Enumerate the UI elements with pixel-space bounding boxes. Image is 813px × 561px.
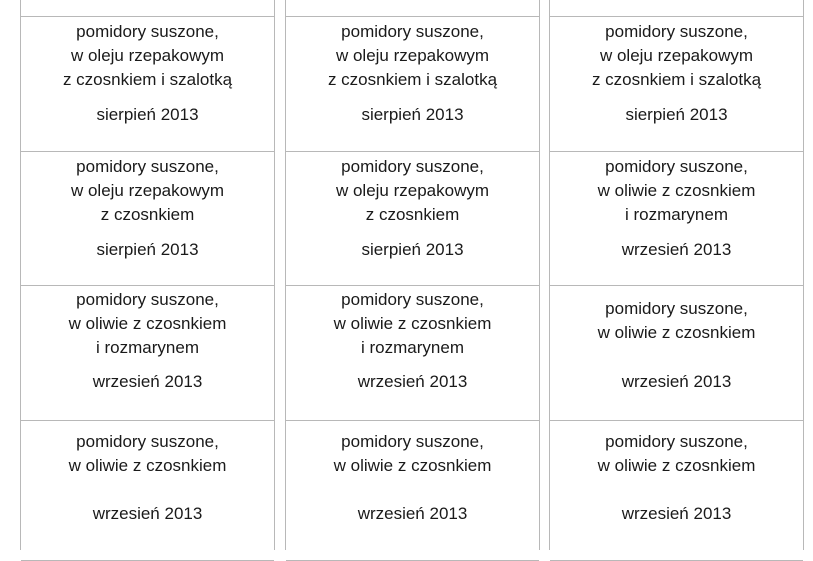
label-date: sierpień 2013 — [361, 105, 464, 124]
label-text-line: w oleju rzepakowym — [70, 46, 225, 65]
label-column-1 — [20, 0, 275, 550]
label-description — [550, 286, 803, 345]
label-description — [21, 152, 274, 227]
label-text-line: w oleju rzepakowym — [70, 181, 225, 200]
label-text-line: w oleju rzepakowym — [335, 181, 490, 200]
label-date: wrzesień 2013 — [621, 240, 732, 259]
label-text-line: pomidory suszone, — [341, 432, 484, 451]
label-text-line: z czosnkiem i szalotką — [591, 70, 762, 89]
label-text-line: pomidory suszone, — [76, 157, 219, 176]
label-text-line: w oliwie z czosnkiem — [597, 456, 756, 475]
label-text-line: pomidory suszone, — [605, 22, 748, 41]
label-cell — [550, 286, 803, 421]
label-text-line: w oliwie z czosnkiem — [333, 456, 492, 475]
label-text-line: pomidory suszone, — [76, 22, 219, 41]
label-description — [550, 152, 803, 227]
label-description — [286, 17, 539, 92]
label-text-line: pomidory suszone, — [341, 22, 484, 41]
label-description — [550, 421, 803, 478]
label-date: wrzesień 2013 — [357, 504, 468, 523]
label-description — [21, 17, 274, 92]
label-cell — [21, 421, 274, 561]
label-text-line: pomidory suszone, — [605, 299, 748, 318]
label-description — [286, 152, 539, 227]
label-cell — [286, 0, 539, 17]
label-date: sierpień 2013 — [96, 240, 199, 259]
label-text-line: w oleju rzepakowym — [335, 46, 490, 65]
label-text-line: w oliwie z czosnkiem — [597, 323, 756, 342]
label-text-line: i rozmarynem — [625, 205, 728, 224]
label-cell — [550, 152, 803, 286]
label-text-line: pomidory suszone, — [76, 432, 219, 451]
label-text-line: w oleju rzepakowym — [599, 46, 754, 65]
label-description — [286, 421, 539, 478]
label-date: wrzesień 2013 — [357, 372, 468, 391]
label-cell — [550, 17, 803, 152]
label-text-line: w oliwie z czosnkiem — [333, 314, 492, 333]
label-text-line: z czosnkiem i szalotką — [62, 70, 233, 89]
label-description — [21, 286, 274, 360]
label-text-line: pomidory suszone, — [76, 290, 219, 309]
label-date: wrzesień 2013 — [621, 504, 732, 523]
label-description — [550, 17, 803, 92]
label-text-line: z czosnkiem — [100, 205, 195, 224]
label-cell — [21, 0, 274, 17]
label-text-line: z czosnkiem i szalotką — [327, 70, 498, 89]
label-date: sierpień 2013 — [625, 105, 728, 124]
label-cell — [286, 152, 539, 286]
label-description — [21, 421, 274, 478]
label-cell — [286, 421, 539, 561]
label-text-line: pomidory suszone, — [341, 157, 484, 176]
label-date: wrzesień 2013 — [92, 372, 203, 391]
label-column-2 — [285, 0, 540, 550]
label-text-line: w oliwie z czosnkiem — [597, 181, 756, 200]
label-cell — [21, 17, 274, 152]
label-date: wrzesień 2013 — [92, 504, 203, 523]
label-text-line: pomidory suszone, — [605, 432, 748, 451]
label-text-line: z czosnkiem — [365, 205, 460, 224]
label-description — [286, 286, 539, 360]
label-date: sierpień 2013 — [361, 240, 464, 259]
label-column-3 — [549, 0, 804, 550]
label-date: wrzesień 2013 — [621, 372, 732, 391]
label-date: sierpień 2013 — [96, 105, 199, 124]
label-text-line: w oliwie z czosnkiem — [68, 314, 227, 333]
label-cell — [21, 286, 274, 421]
label-cell — [550, 0, 803, 17]
label-text-line: pomidory suszone, — [341, 290, 484, 309]
label-cell — [286, 17, 539, 152]
label-cell — [286, 286, 539, 421]
label-text-line: i rozmarynem — [361, 338, 464, 357]
label-text-line: i rozmarynem — [96, 338, 199, 357]
label-cell — [550, 421, 803, 561]
label-cell — [21, 152, 274, 286]
label-text-line: pomidory suszone, — [605, 157, 748, 176]
label-text-line: w oliwie z czosnkiem — [68, 456, 227, 475]
